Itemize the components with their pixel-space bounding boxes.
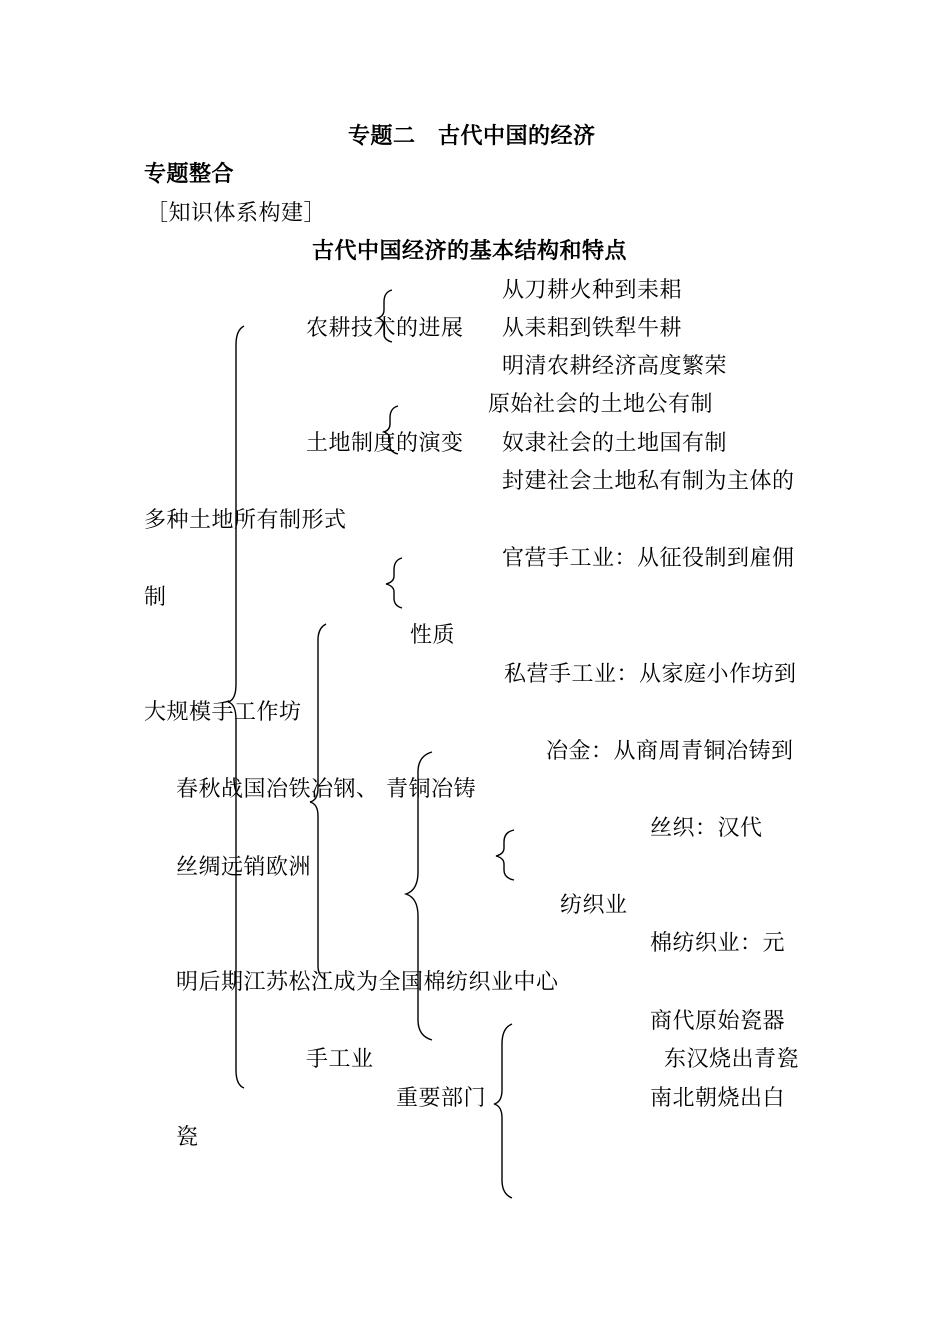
silk-text: 丝织：汉代 [650, 816, 763, 841]
handicraft-branches-label: 重要部门 [396, 1086, 487, 1111]
porcelain-item-1: 商代原始瓷器 [650, 1009, 786, 1034]
agri-label: 农耕技术的进展 [306, 316, 464, 341]
agri-item-3: 明清农耕经济高度繁荣 [502, 354, 728, 379]
metal-text: 冶金：从商周青铜冶铸到 [546, 739, 794, 764]
land-item-2: 奴隶社会的土地国有制 [502, 431, 728, 456]
porcelain-item-2: 东汉烧出青瓷 [664, 1047, 800, 1072]
land-item-1: 原始社会的土地公有制 [488, 392, 714, 417]
land-item-3-wrap: 多种土地所有制形式 [144, 508, 347, 533]
nature-private-wrap: 大规模手工作坊 [144, 700, 302, 725]
cotton-wrap: 明后期江苏松江成为全国棉纺织业中心 [176, 970, 559, 995]
diagram-heading: 古代中国经济的基本结构和特点 [312, 239, 628, 264]
nature-label: 性质 [410, 623, 456, 648]
metal-wrap: 春秋战国冶铁冶钢、 青铜冶铸 [176, 777, 476, 802]
silk-wrap: 丝绸远销欧洲 [176, 855, 312, 880]
cotton-text: 棉纺织业：元 [650, 931, 786, 956]
textile-label: 纺织业 [560, 893, 628, 918]
nature-private: 私营手工业：从家庭小作坊到 [504, 662, 797, 687]
land-item-3: 封建社会土地私有制为主体的 [502, 469, 795, 494]
document-title: 专题二 古代中国的经济 [348, 124, 596, 149]
nature-official: 官营手工业：从征役制到雇佣 [502, 546, 795, 571]
section-heading: 专题整合 [144, 162, 235, 187]
subsection-heading: ［知识体系构建］ [146, 201, 327, 226]
land-label: 土地制度的演变 [306, 431, 464, 456]
handicraft-label: 手工业 [306, 1047, 374, 1072]
nature-brace [386, 558, 402, 608]
textile-brace [496, 830, 514, 880]
agri-item-1: 从刀耕火种到耒耜 [502, 278, 683, 303]
nature-official-wrap: 制 [144, 585, 167, 610]
porcelain-item-3: 南北朝烧出白 [650, 1086, 786, 1111]
porcelain-brace [494, 1024, 512, 1198]
agri-item-2: 从耒耜到铁犁牛耕 [502, 316, 683, 341]
porcelain-wrap: 瓷 [176, 1125, 199, 1150]
